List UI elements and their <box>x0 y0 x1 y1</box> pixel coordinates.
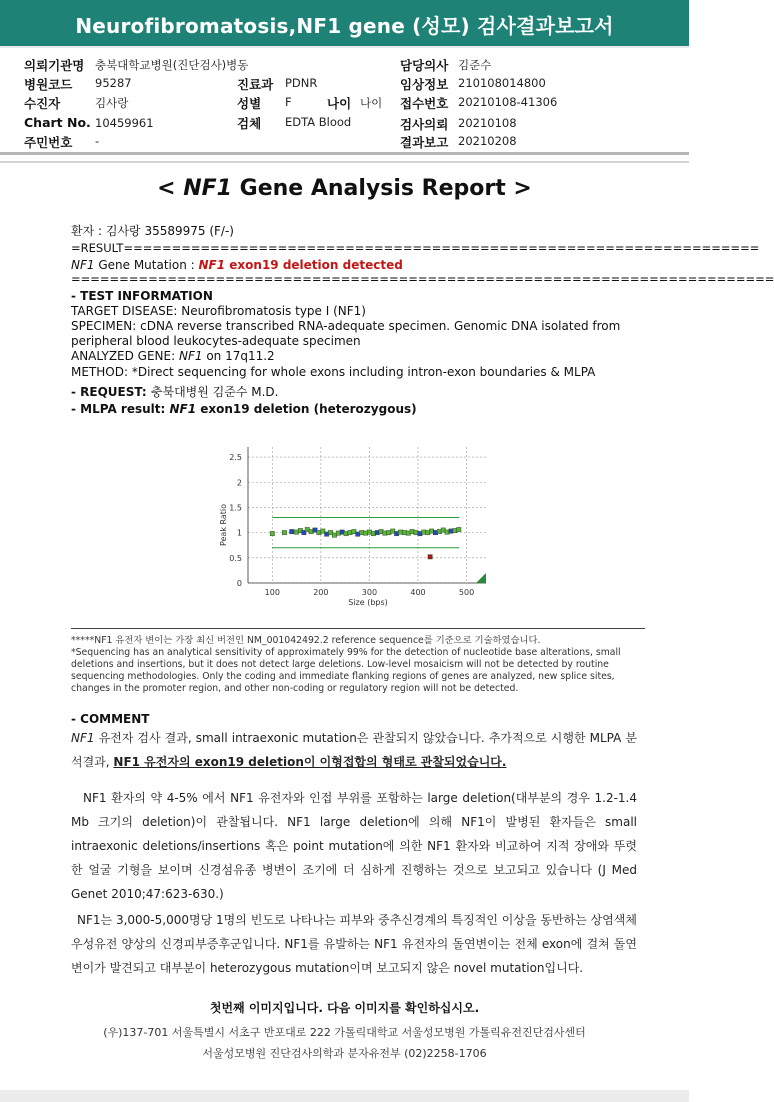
target-disease: TARGET DISEASE: Neurofibromatosis type I (NF1) <box>71 304 366 318</box>
header-divider-top <box>0 152 689 155</box>
report-title-suffix: Gene Analysis Report > <box>231 176 532 201</box>
data-point-probes-1 <box>282 530 286 534</box>
x-tick-label-4: 500 <box>458 588 475 597</box>
report-title-prefix: < <box>157 176 184 201</box>
mutation-gene: NF1 <box>71 258 95 272</box>
y-tick-label-3: 1.5 <box>229 503 242 513</box>
comment-p1-highlight: NF1 유전자의 exon19 deletion이 이형접합의 형태로 관찰되었습니다. <box>113 755 507 769</box>
report-title <box>0 176 689 201</box>
method-line: METHOD: *Direct sequencing for whole exons including intron-exon boundaries & MLPA <box>71 365 596 379</box>
mutation-label: Gene Mutation : <box>94 258 199 272</box>
doctor-value: 김준수 <box>458 58 492 72</box>
analyzed-gene <box>71 349 275 363</box>
mutation-line <box>71 258 403 272</box>
x-tick-label-0: 100 <box>264 588 280 597</box>
specimen-value: EDTA Blood <box>285 115 352 129</box>
comment-paragraph-3: NF1는 3,000-5,000명당 1명의 빈도로 나타나는 피부와 중추신경계의 특징적인 이상을 동반하는 상염색체 우성유전 양상의 신경피부증후군입니다. NF1를 유발하는 NF1 유전자의 돌연변이는 전체 exon에 걸쳐 돌연변이가 발견되고 대부분이 heterozygous mutation이며 보고되지 않은 novel mutation입니다. <box>71 913 637 975</box>
chart-background <box>210 435 500 615</box>
sex-label: 성별 <box>237 96 262 111</box>
analyzed-gene-name: NF1 <box>178 349 203 363</box>
report-date-label: 결과보고 <box>400 135 449 150</box>
hospital-code-value: 95287 <box>95 76 132 90</box>
data-point-probes-2 <box>290 529 294 533</box>
report-date-value: 20210208 <box>458 134 517 148</box>
request-label: - REQUEST: <box>71 385 151 399</box>
result-separator-bottom: ========================================================================= <box>71 272 774 286</box>
note-line-2: *Sequencing has an analytical sensitivity of approximately 99% for the detection of nucleotide base alterations, small <box>71 647 621 658</box>
request-date-label: 검사의뢰 <box>400 117 449 132</box>
chart-y-label: Peak Ratio <box>219 503 228 547</box>
note-line-5: changes in the promoter region, and other non-coding or regulatory region will not be detected. <box>71 683 519 694</box>
bottom-margin <box>0 1090 689 1102</box>
data-point-probes-45 <box>457 527 461 531</box>
comment-paragraph-1 <box>71 726 637 774</box>
y-tick-label-4: 2 <box>236 478 242 488</box>
patient-header <box>0 48 689 151</box>
mlpa-label: - MLPA result: <box>71 402 170 416</box>
data-point-probes-0 <box>270 531 274 535</box>
specimen-label: 검체 <box>237 116 262 131</box>
y-tick-label-5: 2.5 <box>229 453 242 463</box>
age-label: 나이 <box>327 96 352 111</box>
rrn-value: - <box>95 134 100 148</box>
age-value: 나이 <box>360 96 383 110</box>
patient-label: 수진자 <box>24 96 61 111</box>
dept-value: PDNR <box>285 76 318 90</box>
hospital-code-label: 병원코드 <box>24 77 73 92</box>
analyzed-gene-suffix: on 17q11.2 <box>202 349 275 363</box>
analyzed-gene-prefix: ANALYZED GENE: <box>71 349 179 363</box>
institution-value: 충북대학교병원(진단검사)병동 <box>95 58 249 72</box>
patient-line: 환자 : 김사랑 35589975 (F/-) <box>71 224 234 238</box>
mlpa-chart <box>210 435 500 615</box>
notes-divider <box>71 628 645 629</box>
first-image-notice: 첫번째 이미지입니다. 다음 이미지를 확인하십시오. <box>209 1001 480 1015</box>
mutation-gene-red: NF1 <box>198 258 226 272</box>
request-date-value: 20210108 <box>458 116 517 130</box>
request-value: 충북대병원 김준수 M.D. <box>150 385 279 399</box>
note-line-1: *****NF1 유전자 변이는 가장 최신 버전인 NM_001042492.2 reference sequence를 기준으로 기술하였습니다. <box>71 635 541 646</box>
mlpa-value: exon19 deletion (heterozygous) <box>196 402 417 416</box>
note-line-4: sequencing methodologies. Only the coding and immediate flanking regions of genes are analyzed, new splice sites, <box>71 671 615 682</box>
test-info-heading: - TEST INFORMATION <box>71 289 213 303</box>
rrn-label: 주민번호 <box>24 135 73 150</box>
specimen-line-2: peripheral blood leukocytes-adequate specimen <box>71 334 361 348</box>
header-divider-bottom <box>0 161 689 163</box>
sex-value: F <box>285 95 292 109</box>
data-point-exon19-0 <box>428 555 432 559</box>
x-tick-label-2: 300 <box>361 588 378 597</box>
receipt-no-value: 20210108-41306 <box>458 95 558 109</box>
chart-no-label: Chart No. <box>24 115 91 130</box>
y-tick-label-0: 0 <box>236 579 242 588</box>
doctor-label: 담당의사 <box>400 58 449 73</box>
y-tick-label-2: 1 <box>236 528 242 538</box>
request-line <box>71 383 278 400</box>
mutation-value: exon19 deletion detected <box>225 258 403 272</box>
mlpa-gene: NF1 <box>169 402 197 416</box>
y-tick-label-1: 0.5 <box>229 553 242 563</box>
note-line-3: deletions and insertions, but it does not detect large deletions. Low-level mosaicism will not be detected by routine <box>71 659 609 670</box>
dept-label: 진료과 <box>237 77 274 92</box>
mlpa-result-line <box>71 402 417 416</box>
chart-no-value: 10459961 <box>95 116 154 130</box>
comment-paragraph-2: NF1 환자의 약 4-5% 에서 NF1 유전자와 인접 부위를 포함하는 large deletion(대부분의 경우 1.2-1.4 Mb 크기의 deletion)이 관찰됩니다. NF1 large deletion에 의해 NF1이 발병된 환자들은 small intraexonic deletions/insertions 혹은 point mutation에 의한 NF1 환자와 비교하여 지적 장애와 뚜렷한 얼굴 기형을 보이며 신경섬유종 병변이 조기에 더 심하게 진행하는 것으로 보고되고 있습니다 (J Med Genet 2010;47:623-630.) <box>71 791 637 901</box>
comment-p1-gene: NF1 <box>71 731 95 745</box>
x-tick-label-3: 400 <box>410 588 426 597</box>
comment-heading: - COMMENT <box>71 712 150 726</box>
clinical-info-value: 210108014800 <box>458 76 546 90</box>
chart-x-label: Size (bps) <box>348 598 388 607</box>
result-separator: =RESULT================================================================== <box>71 241 760 255</box>
footer-address: (우)137-701 서울특별시 서초구 반포대로 222 가톨릭대학교 서울성모병원 가톨릭유전진단검사센터 <box>103 1026 586 1039</box>
banner-title: Neurofibromatosis,NF1 gene (성모) 검사결과보고서 <box>75 14 614 38</box>
comment-p1-text: 유전자 검사 결과, small intraexonic mutation은 관찰되지 않았습니다. 추가적으로 시행한 MLPA 분석결과, <box>71 731 637 769</box>
clinical-info-label: 임상정보 <box>400 77 449 92</box>
report-title-gene: NF1 <box>183 176 232 201</box>
specimen-line-1: SPECIMEN: cDNA reverse transcribed RNA-adequate specimen. Genomic DNA isolated from <box>71 319 621 333</box>
institution-label: 의뢰기관명 <box>24 58 85 73</box>
receipt-no-label: 접수번호 <box>400 96 449 111</box>
report-banner <box>0 0 689 48</box>
patient-value: 김사랑 <box>95 96 129 110</box>
x-tick-label-1: 200 <box>313 588 329 597</box>
footer-dept: 서울성모병원 진단검사의학과 분자유전부 (02)2258-1706 <box>202 1047 487 1060</box>
